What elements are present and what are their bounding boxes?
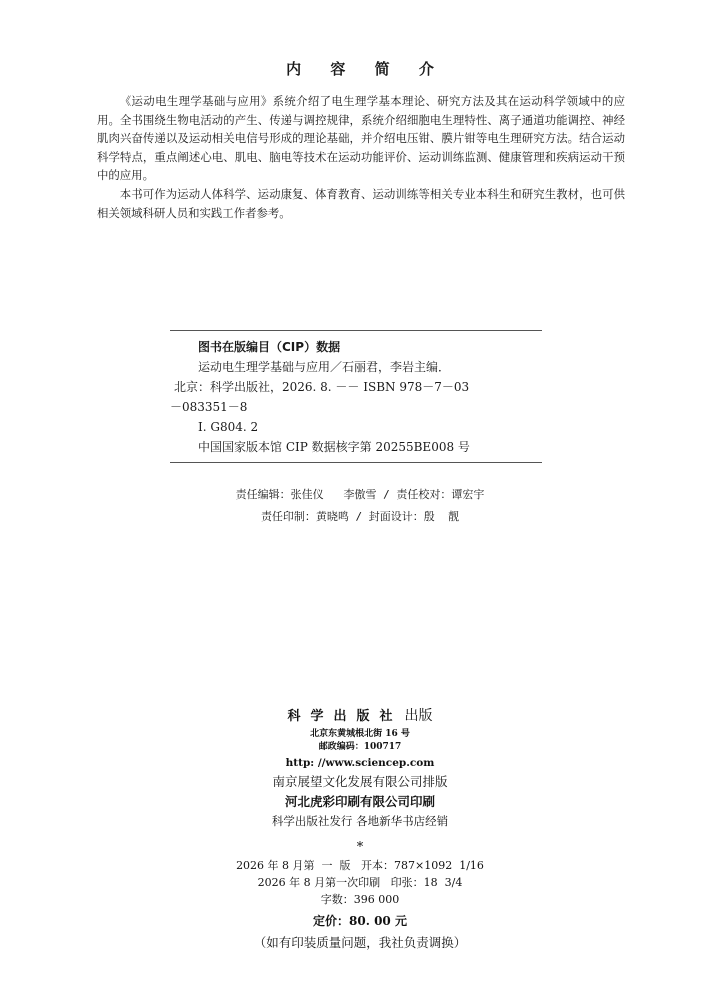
printing-info: 2026 年 8 月第一次印刷 印张：18 3/4 (257, 876, 463, 889)
cip-title: 图书在版编目（CIP）数据 (198, 340, 341, 354)
intro-paragraph: 《运动电生理学基础与应用》系统介绍了电生理学基本理论、研究方法及其在运动科学领域中的应用。全书围绕生物电活动的产生、传递与调控规律，系统介绍细胞电生理特性、离子通道功能调控、神经肌肉兴奋传递以及运动相关电信号形成的理论基础，并介绍电压钳、膜片钳等电生理研究方法。结合运动科学特点，重点阐述心电、肌电、脑电等技术在运动功能评价、运动训练监测、健康管理和疾病运动干预中的应用。 (97, 94, 625, 183)
page-title: 内 容 简 介 (286, 60, 446, 78)
publisher-brand: 科学出版社 (287, 709, 403, 724)
cip-data-block (170, 330, 542, 463)
price: 定价：80. 00 元 (313, 914, 407, 928)
cip-line: Ⅰ. G804. 2 (198, 420, 259, 434)
word-count: 字数：396 000 (320, 893, 400, 906)
distribution: 科学出版社发行 各地新华书店经销 (271, 814, 449, 828)
printer: 河北虎彩印刷有限公司印刷 (284, 794, 435, 809)
publisher-name (0, 705, 720, 728)
typesetter: 南京展望文化发展有限公司排版 (272, 774, 448, 789)
introduction (97, 92, 625, 222)
editorial-credits (0, 484, 720, 528)
edition-info: 2026 年 8 月第 一 版 开本：787×1092 1/16 (236, 859, 484, 872)
quality-notice: （如有印装质量问题，我社负责调换） (253, 935, 467, 950)
publisher-url: http: //www.sciencep.com (285, 757, 435, 769)
cip-line: 北京：科学出版社，2026. 8. －－ ISBN 978－7－03 (174, 380, 470, 394)
credit-line: 责任印制：黄晓鸣 / 封面设计：殷 靓 (260, 510, 460, 523)
credit-line: 责任编辑：张佳仪 李傲雪 / 责任校对：谭宏宇 (235, 488, 485, 501)
publisher-address: 北京东黄城根北街 16 号 (310, 729, 410, 739)
publisher-block (0, 705, 720, 954)
cip-line: －083351－8 (170, 400, 248, 414)
cip-line: 中国国家版本馆 CIP 数据核字第 20255BE008 号 (198, 440, 470, 454)
publisher-postcode: 邮政编码：100717 (318, 742, 402, 752)
intro-paragraph: 本书可作为运动人体科学、运动康复、体育教育、运动训练等相关专业本科生和研究生教材，也可供相关领域科研人员和实践工作者参考。 (97, 186, 625, 220)
publisher-suffix: 出版 (404, 708, 433, 724)
cip-line: 运动电生理学基础与应用／石丽君，李岩主编． (198, 360, 451, 374)
separator-star: * (356, 840, 364, 855)
